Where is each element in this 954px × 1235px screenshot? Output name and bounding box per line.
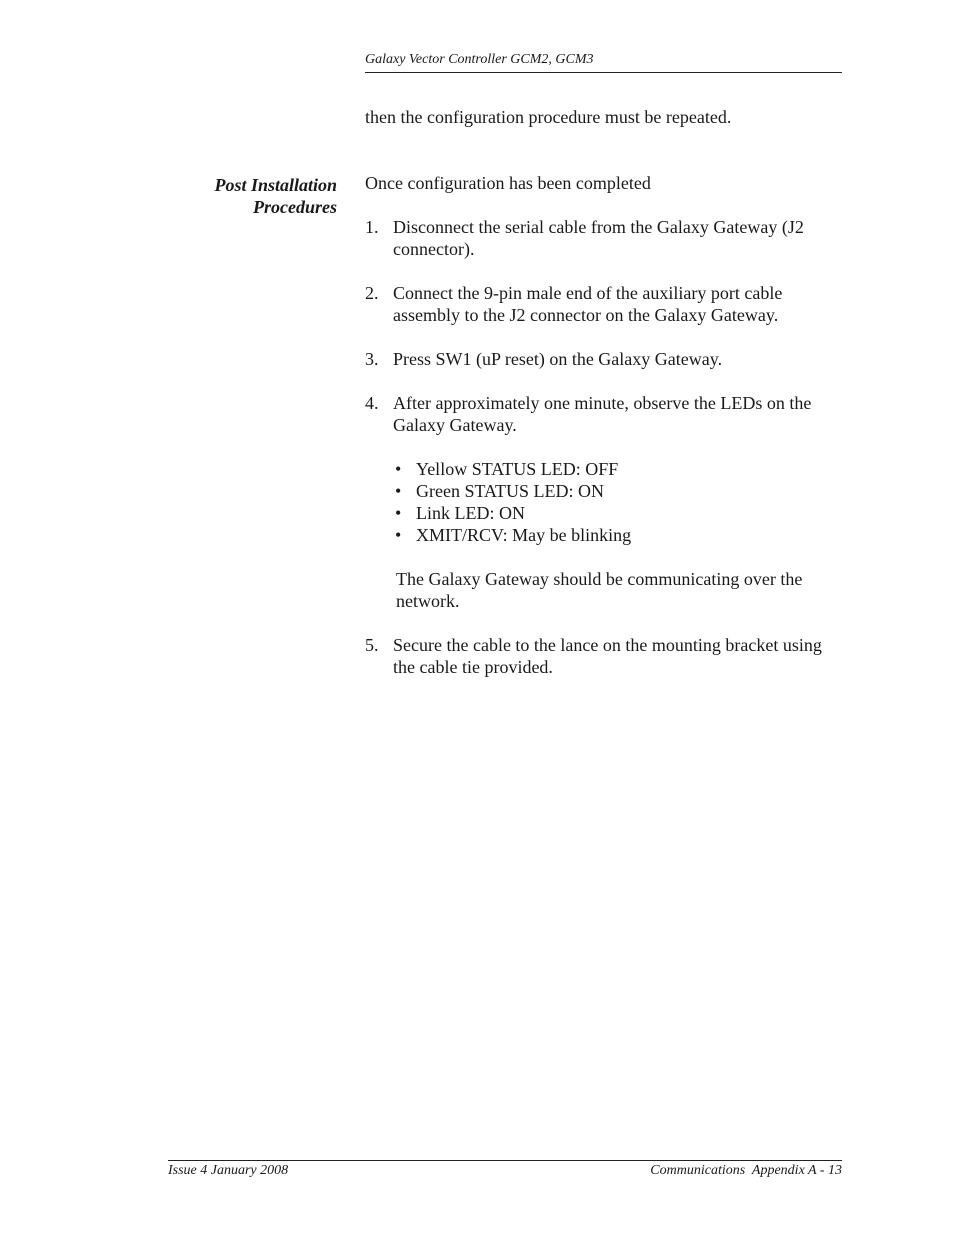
bullet-icon: •: [395, 503, 402, 523]
section-heading-line1: Post Installation: [214, 175, 337, 195]
step-text: After approximately one minute, observe the LEDs on the Galaxy Gateway.: [393, 393, 812, 435]
bullet-text: Green STATUS LED: ON: [416, 481, 605, 501]
bullet-icon: •: [395, 525, 402, 545]
step-item: [365, 348, 845, 370]
section-heading-line2: Procedures: [253, 197, 337, 217]
list-item: [393, 480, 845, 502]
section-heading: [170, 174, 337, 218]
list-item: [393, 502, 845, 524]
step-text: Connect the 9-pin male end of the auxiliary port cable assembly to the J2 connector on the Galaxy Gateway.: [393, 283, 783, 325]
section-intro: Once configuration has been completed: [365, 173, 651, 193]
footer-divider: [168, 1160, 842, 1161]
bullet-text: XMIT/RCV: May be blinking: [416, 525, 632, 545]
led-status-list: [393, 458, 845, 546]
step-number: 1.: [365, 217, 379, 237]
steps-list: [365, 216, 845, 700]
step-number: 5.: [365, 635, 379, 655]
step-note: The Galaxy Gateway should be communicating over the network.: [396, 569, 803, 611]
step-number: 3.: [365, 349, 379, 369]
step-item: [365, 282, 845, 326]
step-number: 4.: [365, 393, 379, 413]
step-text: Press SW1 (uP reset) on the Galaxy Gateway.: [393, 349, 723, 369]
footer-issue: Issue 4 January 2008: [168, 1163, 289, 1178]
step-item: [365, 634, 845, 678]
list-item: [393, 524, 845, 546]
step-item: [365, 392, 845, 612]
bullet-text: Yellow STATUS LED: OFF: [416, 459, 619, 479]
step-item: [365, 216, 845, 260]
header-title: Galaxy Vector Controller GCM2, GCM3: [365, 52, 594, 67]
step-number: 2.: [365, 283, 379, 303]
header-divider: [365, 72, 842, 73]
bullet-text: Link LED: ON: [416, 503, 525, 523]
footer-page-number: Communications Appendix A - 13: [650, 1163, 842, 1178]
step-text: Secure the cable to the lance on the mounting bracket using the cable tie provided.: [393, 635, 822, 677]
bullet-icon: •: [395, 481, 402, 501]
bullet-icon: •: [395, 459, 402, 479]
continuation-text: then the configuration procedure must be repeated.: [365, 107, 732, 127]
list-item: [393, 458, 845, 480]
step-text: Disconnect the serial cable from the Galaxy Gateway (J2 connector).: [393, 217, 804, 259]
